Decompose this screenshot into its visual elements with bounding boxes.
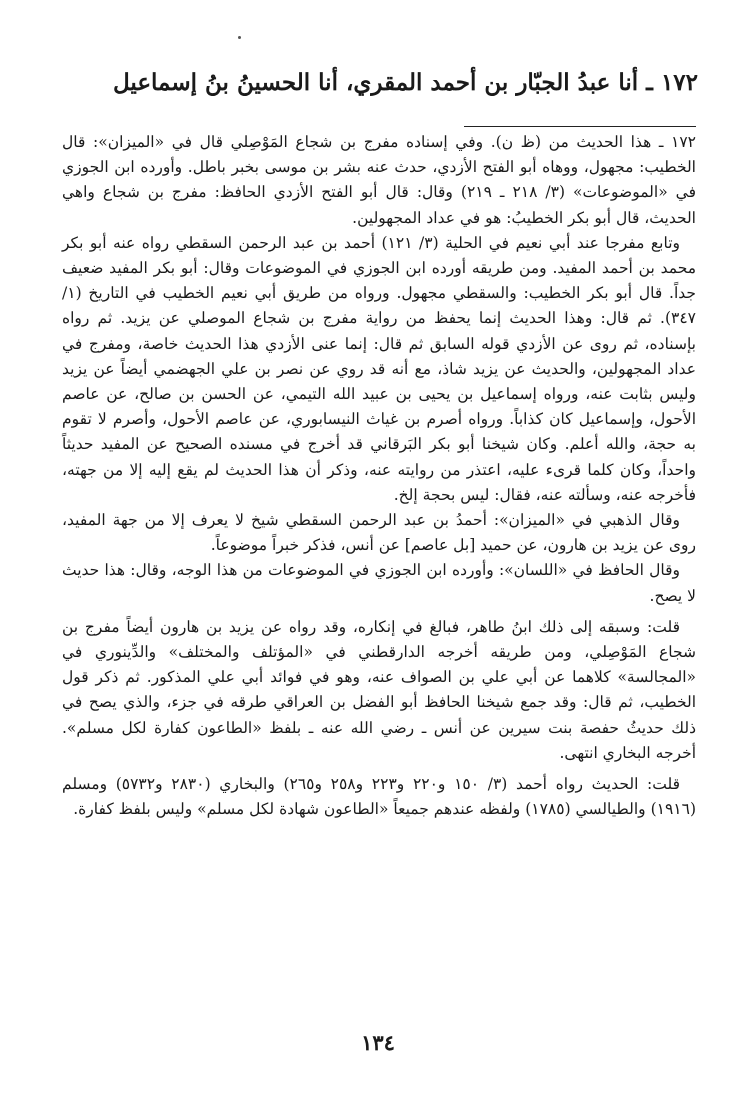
footnote-paragraph: ١٧٢ ـ هذا الحديث من (ظ ن). وفي إسناده مفرج بن شجاع المَوْصِلي قال في «الميزان»: قال الخطيب: مجهول، ووهاه أبو الفتح الأزدي، حدث عنه بشر بن موسى بخبر باطل. وأورده ابن الجوزي في «الموضوعات» (٣/ ٢١٨ ـ ٢١٩) وقال: قال أبو الفتح الأزدي الحافظ: مفرج بن شجاع واهي الحديث، قال أبو بكر الخطيبُ: هو في عداد المجهولين. bbox=[62, 133, 696, 227]
page-number: ١٣٤ bbox=[361, 1030, 395, 1055]
footnote-paragraph: وقال الحافظ في «اللسان»: وأورده ابن الجوزي في الموضوعات من هذا الوجه، وقال: هذا حديث لا يصح. bbox=[62, 561, 696, 605]
footnote-paragraph: قلت: وسبقه إلى ذلك ابنُ طاهر، فبالغ في إنكاره، وقد رواه عن يزيد بن هارون أيضاً مفرج بن شجاع المَوْصِلي، ومن طريقه أخرجه الدارقطني في «المؤتلف والمختلف» والدِّينوري في «المجالسة» كلاهما عن أبي علي بن الصواف عنه، وهو في فوائد أبي علي المذكور. ثم ذكر قول الخطيب، ثم قال: وقد جمع شيخنا الحافظ أبو الفضل بن العراقي طرقه في جزء، والذي يصح في ذلك حديثُ حفصة بنت سيرين عن أنس ـ رضي الله عنه ـ بلفظ «الطاعون كفارة لكل مسلم». أخرجه البخاري انتهى. bbox=[62, 617, 696, 762]
footnote-paragraph: وتابع مفرجا عند أبي نعيم في الحلية (٣/ ١٢١) أحمد بن عبد الرحمن السقطي رواه عنه أبو بكر محمد بن أحمد المفيد. ومن طريقه أورده ابن الجوزي في الموضوعات وقال: أبو بكر المفيد ضعيف جداً. قال أبو بكر الخطيب: والسقطي مجهول. ورواه من طريق أبي نعيم الخطيب في التاريخ (١/ ٣٤٧). ثم قال: وهذا الحديث إنما يحفظ من رواية مفرج بن شجاع الموصلي عن يزيد. ثم رواه بإسناده، ثم روى عن الأزدي قوله السابق ثم قال: إنما عنى الأزدي هذا الحديث خاصة، ومفرج في عداد المجهولين، والحديث عن يزيد شاذ، مع أنه قد روي عن نصر بن علي الجهضمي أيضاً عن يزيد وليس بثابت عنه، ورواه إسماعيل بن يحيى بن عبيد الله التيمي، عن الحسن بن صالح، عن عاصم الأحول، وإسماعيل كان كذاباً. ورواه أصرم بن غياث النيسابوري، عن عاصم الأحول، وأصرم لا تقوم به حجة، والله أعلم. وكان شيخنا أبو بكر البَرقاني قد أخرج في مسنده الصحيح عن المفيد حديثاً واحداً، وكان كلما قرىء عليه، اعتذر من روايته عنه، وذكر أن هذا الحديث لم يقع إليه إلا من جهته، فأخرجه عنه، وسألته عنه، فقال: ليس بحجة إلخ. bbox=[62, 233, 696, 504]
footnote-paragraph: قلت: الحديث رواه أحمد (٣/ ١٥٠ و٢٢٠ و٢٢٣ و٢٥٨ و٢٦٥) والبخاري (٢٨٣٠ و٥٧٣٢) ومسلم (١٩١٦) والطيالسي (١٧٨٥) ولفظه عندهم جميعاً «الطاعون شهادة لكل مسلم» وليس بلفظ كفارة. bbox=[62, 775, 696, 819]
footnote-separator bbox=[464, 126, 696, 127]
scan-mark bbox=[238, 36, 241, 39]
footnote-body bbox=[62, 130, 696, 822]
hadith-heading: ١٧٢ ـ أنا عبدُ الجبّار بن أحمد المقري، أنا الحسينُ بنُ إسماعيل bbox=[112, 69, 698, 96]
footnote-paragraph: وقال الذهبي في «الميزان»: أحمدُ بن عبد الرحمن السقطي شيخ لا يعرف إلا من جهة المفيد، روى عن يزيد بن هارون، عن حميد [بل عاصم] عن أنس، فذكر خبراً موضوعاً. bbox=[62, 511, 696, 555]
